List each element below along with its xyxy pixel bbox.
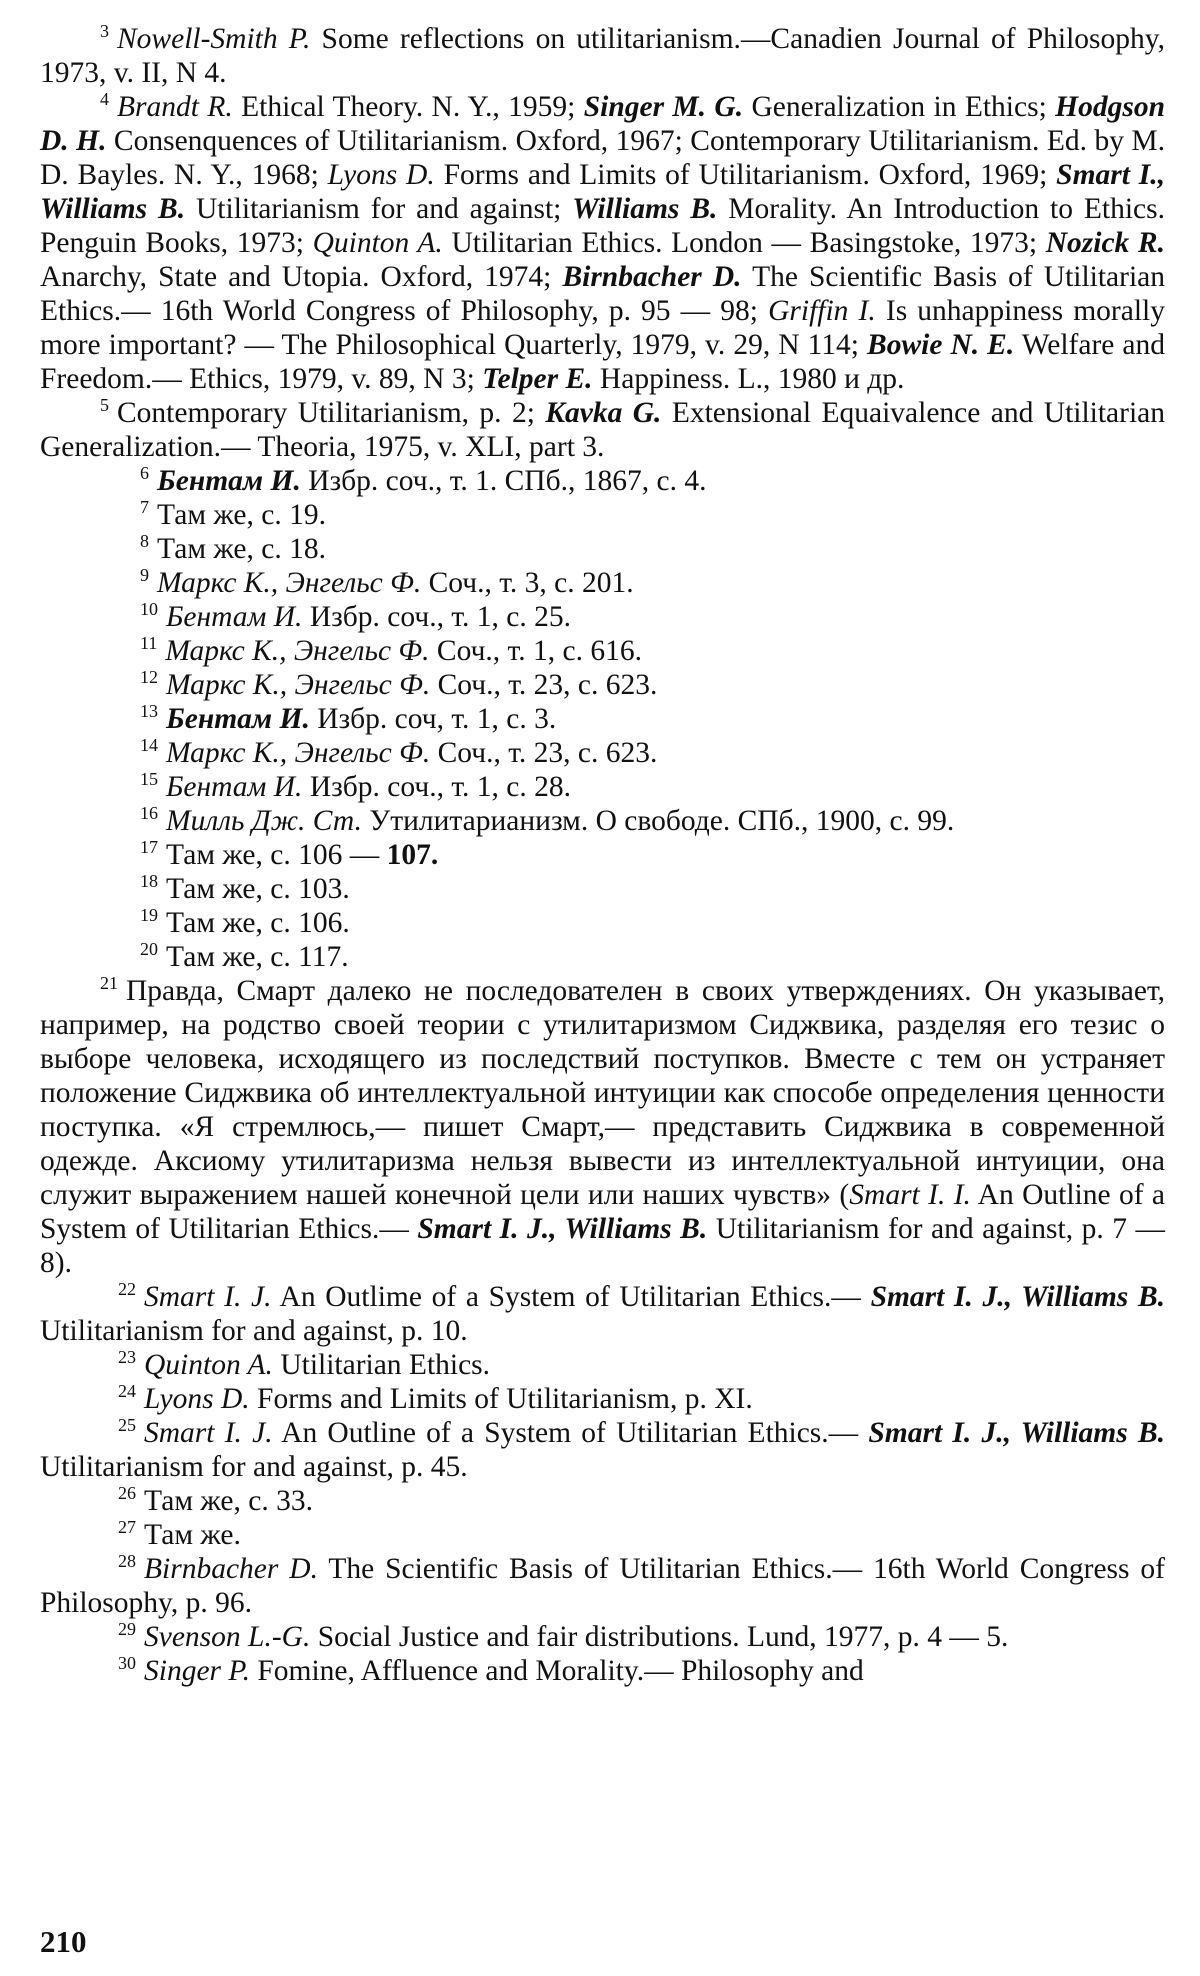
footnote-text: Social Justice and fair distributions. Lund, 1977, p. 4 — 5.	[310, 1621, 1009, 1653]
footnote-text: The Scientific Basis of Utilitarian Ethics.— 16th World Congress of Philosophy, p. 96.	[40, 1553, 1165, 1619]
author-name: Brandt R.	[117, 91, 233, 123]
footnote-number: 21	[100, 973, 118, 993]
footnote-number: 27	[118, 1517, 136, 1537]
footnote-3	[40, 22, 1165, 90]
footnote-text: The Scientific Basis of Utilitarian Ethics.— 16th World Congress of Philosophy, p. 95 — 98;	[40, 261, 1166, 327]
footnote-text: Избр. соч, т. 1, с. 3.	[309, 703, 557, 735]
author-name: Smart I. J., Williams B.	[870, 1281, 1165, 1313]
footnote-text: Соч., т. 23, с. 623.	[430, 737, 658, 769]
footnote-14	[40, 736, 1165, 770]
footnote-text: Там же, с. 117.	[166, 941, 349, 973]
footnote-5	[40, 396, 1165, 464]
author-name: Griffin I.	[768, 295, 876, 327]
footnote-text: Extensional Equaivalence and Utilitarian Generalization.— Theoria, 1975, v. XLI, part 3.	[40, 397, 1166, 463]
footnote-text: Утилитарианизм. О свободе. СПб., 1900, с. 99.	[361, 805, 955, 837]
footnote-text: Some reflections on utilitarianism.—Canadien Journal of Philosophy, 1973, v. II, N 4.	[40, 23, 1165, 89]
footnote-text: Is unhappiness morally more important? — The Philosophical Quarterly, 1979, v. 29, N 114;	[40, 295, 1165, 361]
footnote-text: Соч., т. 23, с. 623.	[430, 669, 658, 701]
footnote-text: Там же, с. 103.	[166, 873, 350, 905]
footnote-number: 3	[100, 21, 109, 41]
footnote-text: Utilitarianism for and against;	[185, 193, 573, 225]
footnote-number: 18	[140, 871, 158, 891]
footnote-number: 23	[118, 1347, 136, 1367]
footnote-text: Consenquences of Utilitarianism. Oxford, 1967; Contemporary Utilitarianism. Ed. by M. D. Bayles. N. Y., 1968;	[40, 125, 1166, 191]
footnote-text: Generalization in Ethics;	[743, 91, 1056, 123]
footnote-number: 25	[118, 1415, 136, 1435]
author-name: Quinton A.	[312, 227, 443, 259]
footnote-4	[40, 90, 1165, 396]
footnote-number: 24	[118, 1381, 136, 1401]
footnote-21	[40, 974, 1165, 1280]
footnote-number: 20	[140, 939, 158, 959]
footnote-number: 9	[140, 565, 149, 585]
footnote-text: Там же, с. 33.	[144, 1485, 313, 1517]
footnote-text: Соч., т. 3, с. 201.	[421, 567, 634, 599]
author-name: Lyons D.	[327, 159, 435, 191]
footnote-9	[40, 566, 1165, 600]
footnote-16	[40, 804, 1165, 838]
footnote-24	[40, 1382, 1165, 1416]
author-name: Quinton A.	[144, 1349, 273, 1381]
author-name: Smart I. J., Williams B.	[417, 1213, 708, 1245]
author-name: Nowell-Smith P.	[117, 23, 311, 55]
footnote-text: Forms and Limits of Utilitarianism, p. XI.	[249, 1383, 753, 1415]
footnote-27	[40, 1518, 1165, 1552]
footnote-7	[40, 498, 1165, 532]
footnote-number: 17	[140, 837, 158, 857]
footnote-text: Там же.	[144, 1519, 241, 1551]
author-name: Lyons D.	[144, 1383, 250, 1415]
footnote-number: 26	[118, 1483, 136, 1503]
footnote-text: Welfare and Freedom.— Ethics, 1979, v. 89, N 3;	[40, 329, 1166, 395]
author-name: Маркс К., Энгельс Ф.	[166, 669, 431, 701]
footnote-11	[40, 634, 1165, 668]
author-name: Маркс К., Энгельс Ф.	[165, 635, 430, 667]
footnote-text: Правда, Смарт далеко не последователен в своих утверждениях. Он указывает, например, на родство своей теории с утилитаризмом Сиджвика, разделяя его тезис о выборе человека, исходящего из последствий поступков. Вместе с тем он устраняет положение Сиджвика об интеллектуальной интуиции как способе определения ценности поступка. «Я стремлюсь,— пишет Смарт,— представить Сиджвика в современной одежде. Аксиому утилитаризма нельзя вывести из интеллектуальной интуиции, она служит выражением нашей конечной цели или наших чувств» (	[40, 975, 1165, 1211]
footnote-number: 8	[140, 531, 149, 551]
author-name: Birnbacher D.	[562, 261, 742, 293]
footnote-text: Fomine, Affluence and Morality.— Philosophy and	[250, 1655, 864, 1687]
footnote-6	[40, 464, 1165, 498]
footnote-number: 5	[100, 395, 109, 415]
footnote-number: 13	[140, 701, 158, 721]
footnote-number: 16	[140, 803, 158, 823]
footnotes-block	[40, 22, 1165, 1688]
footnote-8	[40, 532, 1165, 566]
author-name: Svenson L.-G.	[144, 1621, 311, 1653]
footnote-text: Utilitarianism for and against, p. 10.	[40, 1315, 468, 1347]
author-name: Бентам И.	[166, 771, 303, 803]
footnote-text: An Outline of a System of Utilitarian Ethics.—	[40, 1179, 1165, 1245]
footnote-text: Там же, с. 19.	[157, 499, 326, 531]
footnote-text: Anarchy, State and Utopia. Oxford, 1974;	[40, 261, 563, 293]
footnote-text: Utilitarian Ethics.	[272, 1349, 491, 1381]
footnote-19	[40, 906, 1165, 940]
author-name: Smart I. J.	[144, 1417, 273, 1449]
footnote-number: 12	[140, 667, 158, 687]
footnote-text: Ethical Theory. N. Y., 1959;	[232, 91, 584, 123]
footnote-text: Contemporary Utilitarianism, p. 2;	[117, 397, 546, 429]
footnote-12	[40, 668, 1165, 702]
footnote-number: 19	[140, 905, 158, 925]
author-name: Telper E.	[482, 363, 593, 395]
footnote-10	[40, 600, 1165, 634]
footnote-text: Там же, с. 106.	[166, 907, 350, 939]
author-name: Hodgson D. H.	[40, 91, 1165, 157]
footnote-13	[40, 702, 1165, 736]
footnote-text: Соч., т. 1, с. 616.	[429, 635, 642, 667]
author-name: Singer M. G.	[583, 91, 744, 123]
footnote-17	[40, 838, 1165, 872]
author-name: Smart I. I.	[849, 1179, 971, 1211]
author-name: Williams B.	[572, 193, 718, 225]
author-name: Smart I. J., Williams B.	[868, 1417, 1165, 1449]
footnote-text: Utilitarian Ethics. London — Basingstoke, 1973;	[442, 227, 1046, 259]
footnote-text: Morality. An Introduction to Ethics. Penguin Books, 1973;	[40, 193, 1165, 259]
footnote-number: 6	[140, 463, 149, 483]
author-name: Bowie N. E.	[867, 329, 1015, 361]
page-number: 210	[40, 1924, 87, 1959]
footnote-25	[40, 1416, 1165, 1484]
author-name: Бентам И.	[166, 703, 310, 735]
footnote-20	[40, 940, 1165, 974]
author-name: Бентам И.	[157, 465, 301, 497]
footnote-number: 22	[118, 1279, 136, 1299]
footnote-26	[40, 1484, 1165, 1518]
footnote-text: Forms and Limits of Utilitarianism. Oxford, 1969;	[434, 159, 1057, 191]
author-name: Милль Дж. Ст.	[166, 805, 362, 837]
footnote-text: An Outlime of a System of Utilitarian Ethics.—	[271, 1281, 871, 1313]
footnote-29	[40, 1620, 1165, 1654]
author-name: Маркс К., Энгельс Ф.	[157, 567, 422, 599]
footnote-number: 15	[140, 769, 158, 789]
author-name: Nozick R.	[1045, 227, 1165, 259]
footnote-text: Избр. соч., т. 1. СПб., 1867, с. 4.	[300, 465, 707, 497]
author-name: Smart I., Williams B.	[40, 159, 1166, 225]
footnote-number: 11	[140, 633, 158, 653]
footnote-number: 28	[118, 1551, 136, 1571]
footnote-text: An Outline of a System of Utilitarian Ethics.—	[272, 1417, 869, 1449]
footnote-number: 4	[100, 89, 109, 109]
author-name: Birnbacher D.	[144, 1553, 318, 1585]
footnote-23	[40, 1348, 1165, 1382]
author-name: Kavka G.	[545, 397, 662, 429]
author-name: Smart I. J.	[144, 1281, 272, 1313]
footnote-text: Utilitarianism for and against, p. 7 — 8).	[40, 1213, 1165, 1279]
author-name: Маркс К., Энгельс Ф.	[166, 737, 431, 769]
footnote-number: 30	[118, 1653, 136, 1673]
footnote-28	[40, 1552, 1165, 1620]
footnote-30	[40, 1654, 1165, 1688]
footnote-number: 29	[118, 1619, 136, 1639]
author-name: Бентам И.	[166, 601, 303, 633]
footnote-text: Там же, с. 18.	[157, 533, 326, 565]
footnote-number: 14	[140, 735, 158, 755]
author-name: Singer P.	[144, 1655, 250, 1687]
footnote-15	[40, 770, 1165, 804]
footnote-text: Happiness. L., 1980 и др.	[592, 363, 905, 395]
footnote-number: 7	[140, 497, 149, 517]
footnote-text: Избр. соч., т. 1, с. 28.	[302, 771, 571, 803]
footnote-number: 10	[140, 599, 158, 619]
footnote-text: 107.	[386, 839, 439, 871]
footnote-text: Избр. соч., т. 1, с. 25.	[302, 601, 571, 633]
footnote-22	[40, 1280, 1165, 1348]
footnote-18	[40, 872, 1165, 906]
footnote-text: Utilitarianism for and against, p. 45.	[40, 1451, 468, 1483]
footnote-text: Там же, с. 106 —	[166, 839, 387, 871]
